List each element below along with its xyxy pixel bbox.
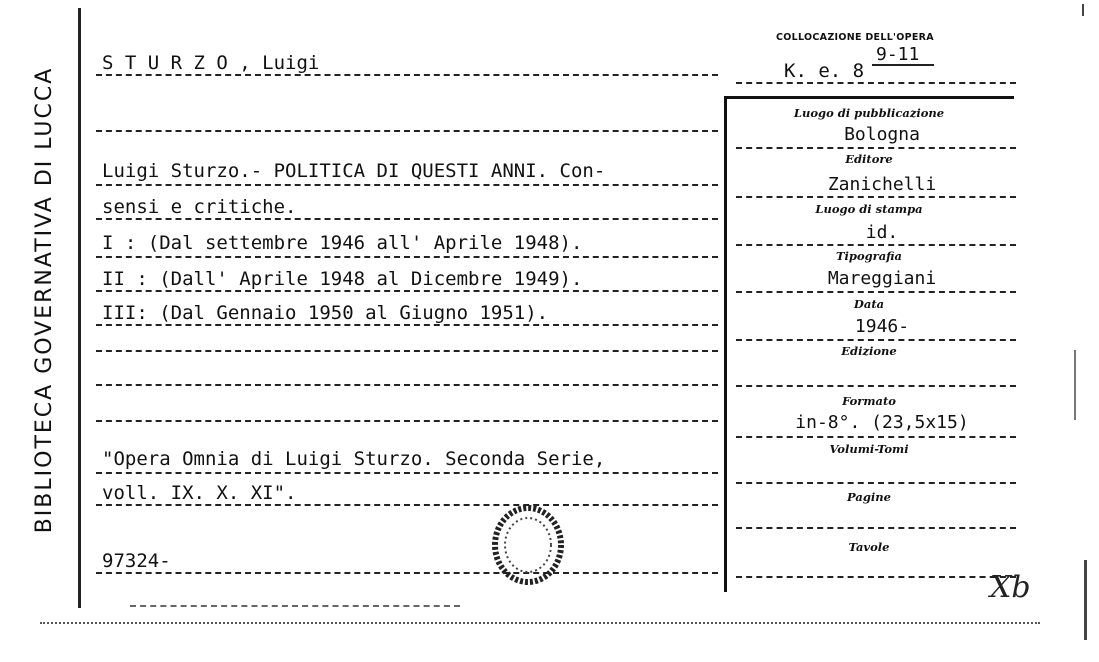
rule-tavole (736, 576, 1016, 578)
author-rule (96, 74, 718, 76)
library-stamp-icon (487, 502, 569, 588)
label-volumi: Volumi-Tomi (829, 442, 909, 456)
edge-mark-3 (1082, 4, 1084, 16)
handwritten-mark: Xb (990, 570, 1031, 605)
shelfmark-rule (736, 82, 1016, 84)
blank-rule-4 (96, 420, 718, 422)
blank-rule-1 (96, 130, 718, 132)
series-line-2: voll. IX. X. XI". (102, 482, 297, 504)
blank-rule-3 (96, 384, 718, 386)
blank-rule-2 (96, 350, 718, 352)
label-luogo-pubblicazione: Luogo di pubblicazione (793, 106, 945, 120)
body-rule-4 (96, 290, 718, 292)
series-rule-1 (96, 472, 718, 474)
label-pagine: Pagine (847, 490, 891, 504)
left-margin-rule (78, 8, 81, 608)
body-line-1: Luigi Sturzo.- POLITICA DI QUESTI ANNI. Con- (102, 160, 606, 182)
edge-mark-2 (1074, 350, 1076, 420)
value-luogo-pubblicazione: Bologna (844, 124, 920, 145)
rule-luogo-pubblicazione (736, 147, 1016, 149)
library-name-vertical: BIBLIOTECA GOVERNATIVA DI LUCCA (32, 66, 57, 534)
body-rule-2 (96, 218, 718, 220)
bottom-scan-noise (40, 622, 1040, 624)
body-line-3: I : (Dal settembre 1946 all' Aprile 1948). (102, 232, 583, 254)
label-tavole: Tavole (848, 540, 890, 554)
rule-pagine (736, 527, 1016, 529)
value-editore: Zanichelli (827, 174, 937, 195)
rule-editore (736, 196, 1016, 198)
fields-box-top (724, 96, 1014, 99)
series-rule-2 (96, 504, 718, 506)
collocazione-label: COLLOCAZIONE DELL'OPERA (776, 32, 934, 43)
rule-luogo-stampa (736, 244, 1016, 246)
inventory-number: 97324- (102, 550, 171, 572)
label-edizione: Edizione (841, 344, 897, 358)
label-data: Data (853, 297, 885, 311)
author-heading: S T U R Z O , Luigi (102, 52, 320, 74)
rule-tipografia (736, 291, 1016, 293)
body-line-4: II : (Dall' Aprile 1948 al Dicembre 1949). (102, 268, 583, 290)
series-line-1: "Opera Omnia di Luigi Sturzo. Seconda Serie, (102, 448, 606, 470)
label-editore: Editore (845, 152, 893, 166)
body-rule-5 (96, 324, 718, 326)
superscript-rule (872, 64, 934, 66)
body-line-2: sensi e critiche. (102, 196, 297, 218)
body-line-5: III: (Dal Gennaio 1950 al Giugno 1951). (102, 302, 549, 324)
shelfmark-superscript: 9-11 (876, 44, 920, 65)
body-rule-3 (96, 256, 718, 258)
edge-mark (1084, 560, 1087, 640)
label-luogo-stampa: Luogo di stampa (815, 202, 923, 216)
bottom-scan-noise-2 (130, 605, 460, 607)
rule-edizione (736, 385, 1016, 387)
body-rule-1 (96, 184, 718, 186)
value-formato: in-8°. (23,5x15) (795, 412, 969, 433)
label-tipografia: Tipografia (835, 249, 902, 263)
value-tipografia: Mareggiani (827, 268, 937, 289)
inventory-rule (96, 572, 718, 574)
shelfmark: K. e. 8 (784, 60, 865, 82)
rule-volumi (736, 482, 1016, 484)
label-formato: Formato (842, 394, 896, 408)
value-data: 1946- (854, 316, 910, 337)
value-luogo-stampa: id. (865, 222, 899, 243)
rule-formato (736, 436, 1016, 438)
fields-box-rule (724, 96, 727, 592)
rule-data (736, 339, 1016, 341)
